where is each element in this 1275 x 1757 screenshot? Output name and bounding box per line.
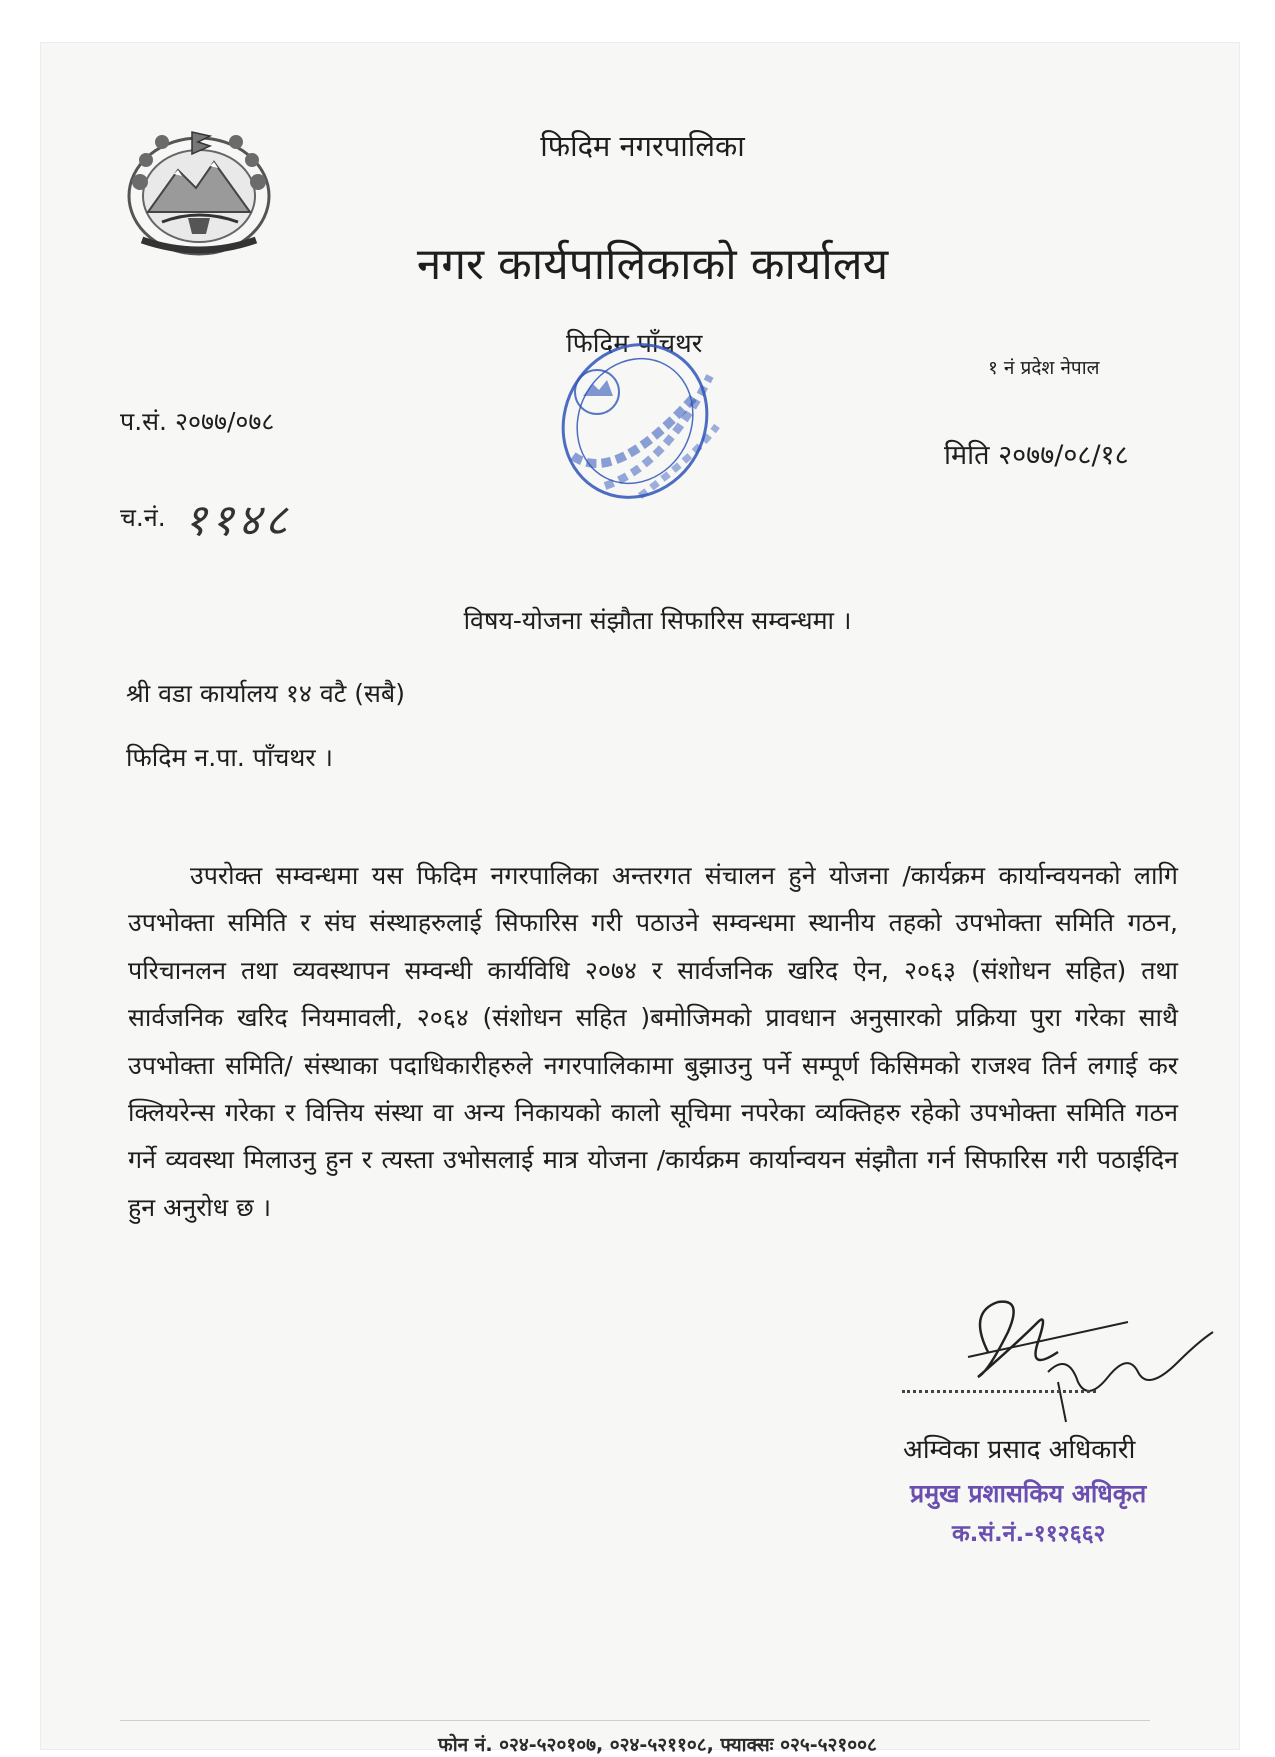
signatory-name: अम्विका प्रसाद अधिकारी [903,1435,1136,1465]
footer-divider [120,1720,1150,1721]
office-location: फिदिम पाँचथर [566,329,703,359]
signatory-id-stamp: क.सं.नं.-११२६६२ [952,1521,1106,1547]
chalan-number-handwritten: ११४८ [184,495,292,546]
municipality-name: फिदिम नगरपालिका [540,129,745,163]
letter-body: उपरोक्त सम्वन्धमा यस फिदिम नगरपालिका अन्तरगत संचालन हुने योजना /कार्यक्रम कार्यान्वयनको लागि उपभोक्ता समिति र संघ संस्थाहरुलाई सिफारिस गरी पठाउने सम्वन्धमा स्थानीय तहको उपभोक्ता समिति गठन, परिचानलन तथा व्यवस्थापन सम्वन्धी कार्यविधि २०७४ र सार्वजनिक खरिद ऐन, २०६३ (संशोधन सहित) तथा सार्वजनिक खरिद नियमावली, २०६४ (संशोधन सहित )बमोजिमको प्रावधान अनुसारको प्रक्रिया पुरा गरेका साथै उपभोक्ता समिति/ संस्थाका पदाधिकारीहरुले नगरपालिकामा बुझाउनु पर्ने सम्पूर्ण किसिमको राजश्व तिर्न लगाई कर क्लियरेन्स गरेका र वित्तिय संस्था वा अन्य निकायको कालो सूचिमा नपरेका व्यक्तिहरु रहेको उपभोक्ता समिति गठन गर्ने व्यवस्था मिलाउनु हुन र त्यस्ता उभोसलाई मात्र योजना /कार्यक्रम कार्यान्वयन संझौता गर्न सिफारिस गरी पठाईदिन हुन अनुरोध छ । [128,861,1178,1222]
office-seal-stamp [545,336,725,506]
reference-number: प.सं. २०७७/०७८ [120,407,275,436]
office-title: नगर कार्यपालिकाको कार्यालय [416,239,889,290]
chalan-label: च.नं. [120,503,166,532]
addressee-line-2: फिदिम न.पा. पाँचथर । [126,743,333,772]
footer-contact: फोन नं. ०२४-५२०१०७, ०२४-५२११०८, फ्याक्सः ०२५-५२१००८ [438,1734,877,1756]
signature-dotted-line [902,1390,1096,1393]
province-label: १ नं प्रदेश नेपाल [988,357,1100,379]
letter-subject: विषय-योजना संझौता सिफारिस सम्वन्धमा । [463,606,852,635]
letter-date: मिति २०७७/०८/१८ [944,440,1129,471]
signatory-designation-stamp: प्रमुख प्रशासकिय अधिकृत [910,1479,1147,1508]
handwritten-signature [928,1282,1218,1432]
addressee-line-1: श्री वडा कार्यालय १४ वटै (सबै) [126,679,405,708]
